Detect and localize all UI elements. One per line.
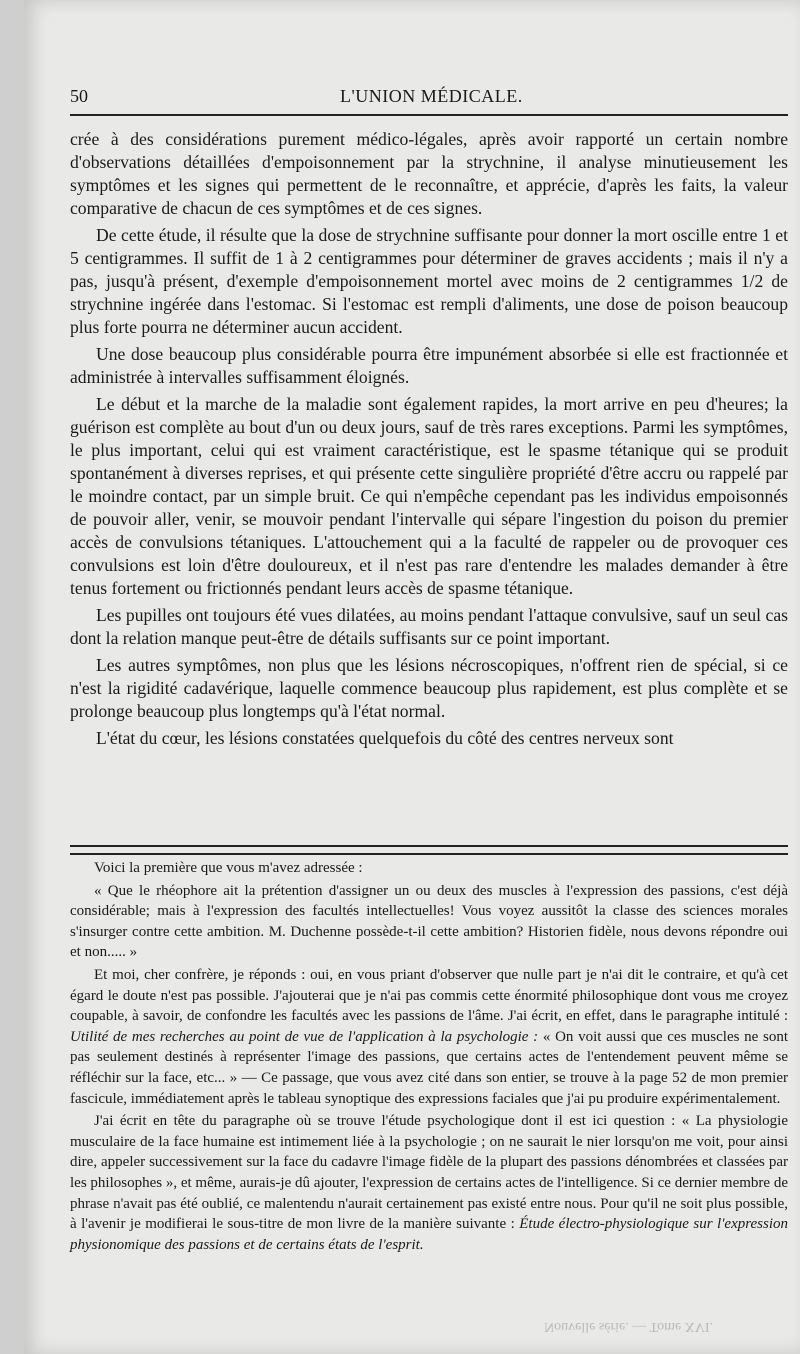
- paragraph: Le début et la marche de la maladie sont également rapides, la mort arrive en peu d'heures; la guérison est complète au bout d'un ou deux jours, sauf de très rares exceptions. Parmi les symptômes, le plus important, celui qui est vraiment caractéristique, est le spasme tétanique qui se produit spontanément à diverses reprises, et qui présente cette singulière propriété d'être accru ou rappelé par le moindre contact, par un simple bruit. Ce qui n'empêche cependant pas les individus empoisonnés de pouvoir aller, venir, se mouvoir pendant l'intervalle qui sépare l'ingestion du poison du premier accès de convulsions tétaniques. L'attouchement qui a la faculté de rappeler ou de provoquer ces convulsions est loin d'être douloureux, et il n'est pas rare d'entendre les malades demander à être tenus fortement ou frictionnés pendant leurs accès de spasme tétanique.: [70, 394, 788, 598]
- document-page: [24, 0, 800, 1354]
- italic-title: Utilité de mes recherches au point de vue de l'application à la psychologie :: [70, 1028, 539, 1045]
- main-article-text: [70, 128, 788, 754]
- text-run: « On voit aussi que ces muscles ne sont pas seulement destinés à représenter l'image des passions, que certains actes de l'entendement peuvent même se réfléchir sur la face, etc... » — Ce passage, que vous avez cité dans son entier, se trouve à la page 52 de mon premier fascicule, immédiatement après le tableau synoptique des expressions faciales que j'ai pu produire expérimentalement.: [70, 1028, 789, 1107]
- paragraph: [70, 965, 788, 1109]
- paragraph: L'état du cœur, les lésions constatées quelquefois du côté des centres nerveux sont: [96, 728, 674, 748]
- text-run: Et moi, cher confrère, je réponds : oui, en vous priant d'observer que nulle part je n'ai dit le contraire, et qu'à cet égard le doute n'est pas possible. J'ajouterai que je n'ai pas commis cette énormité philosophique dont vous me croyez coupable, à savoir, de confondre les facultés avec les passions de l'âme. J'ai écrit, en effet, dans le paragraphe intitulé :: [70, 966, 788, 1025]
- paragraph: Une dose beaucoup plus considérable pourra être impunément absorbée si elle est fractionnée et administrée à intervalles suffisamment éloignés.: [70, 344, 788, 387]
- italic-title: Étude électro-physiologique sur l'expression physionomique des passions et de certains états de l'esprit.: [70, 1216, 789, 1253]
- page-number: 50: [70, 86, 88, 106]
- journal-title: L'UNION MÉDICALE.: [340, 86, 523, 106]
- paragraph: Voici la première que vous m'avez adressée :: [94, 860, 363, 876]
- paragraph: Les autres symptômes, non plus que les lésions nécroscopiques, n'offrent rien de spécial, si ce n'est la rigidité cadavérique, laquelle commence beaucoup plus rapidement, est plus complète et se prolonge beaucoup plus longtemps qu'à l'état normal.: [70, 655, 788, 721]
- paragraph: [70, 1111, 788, 1255]
- paragraph: De cette étude, il résulte que la dose de strychnine suffisante pour donner la mort oscille entre 1 et 5 centigrammes. Il suffit de 1 à 2 centigrammes pour déterminer de graves accidents ; mais il n'y a pas, jusqu'à présent, d'exemple d'empoisonnement mortel avec moins de 2 centigrammes 1/2 de strychnine ingérée dans l'estomac. Si l'estomac est rempli d'aliments, une dose de poison beaucoup plus forte pourra ne déterminer aucun accident.: [70, 225, 788, 337]
- text-run: J'ai écrit en tête du paragraphe où se trouve l'étude psychologique dont il est ici question : « La physiologie musculaire de la face humaine est intimement liée à la psychologie ; on ne saurait le nier lorsqu'on me voit, pour ainsi dire, appeler successivement sur la face du cadavre l'image fidèle de la plupart des passions dénombrées et classées par les philosophes », et même, aurais-je dû ajouter, l'expression de certains actes de l'intelligence. Si ce dernier membre de phrase n'avait pas été oublié, ce malentendu n'aurait certainement pas existé entre nous. Pour qu'il ne soit plus possible, à l'avenir je modifierai le sous-titre de mon livre de la manière suivante :: [70, 1113, 788, 1233]
- feuilleton-text: [70, 858, 788, 1257]
- feuilleton-separator: [70, 845, 788, 855]
- page-header: [70, 84, 788, 116]
- paragraph: crée à des considérations purement médico-légales, après avoir rapporté un certain nombre d'observations détaillées d'empoisonnement par la strychnine, il analyse minutieusement les symptômes et les signes qui permettent de le reconnaître, et apprécie, d'après les faits, la valeur comparative de chacun de ces symptômes et de ces signes.: [70, 129, 788, 218]
- show-through-text: Nouvelle série. — Tome XVI.: [544, 1319, 714, 1334]
- paragraph: Les pupilles ont toujours été vues dilatées, au moins pendant l'attaque convulsive, sauf un seul cas dont la relation manque peut-être de détails suffisants sur ce point important.: [70, 605, 788, 648]
- paragraph: « Que le rhéophore ait la prétention d'assigner un ou deux des muscles à l'expression des passions, c'est déjà considérable; mais à l'expression des facultés intellectuelles! Vous voyez aussitôt la classe des sciences morales s'insurger contre cette ambition. M. Duchenne possède-t-il cette ambition? Historien fidèle, nous devons répondre oui et non..... »: [70, 882, 788, 961]
